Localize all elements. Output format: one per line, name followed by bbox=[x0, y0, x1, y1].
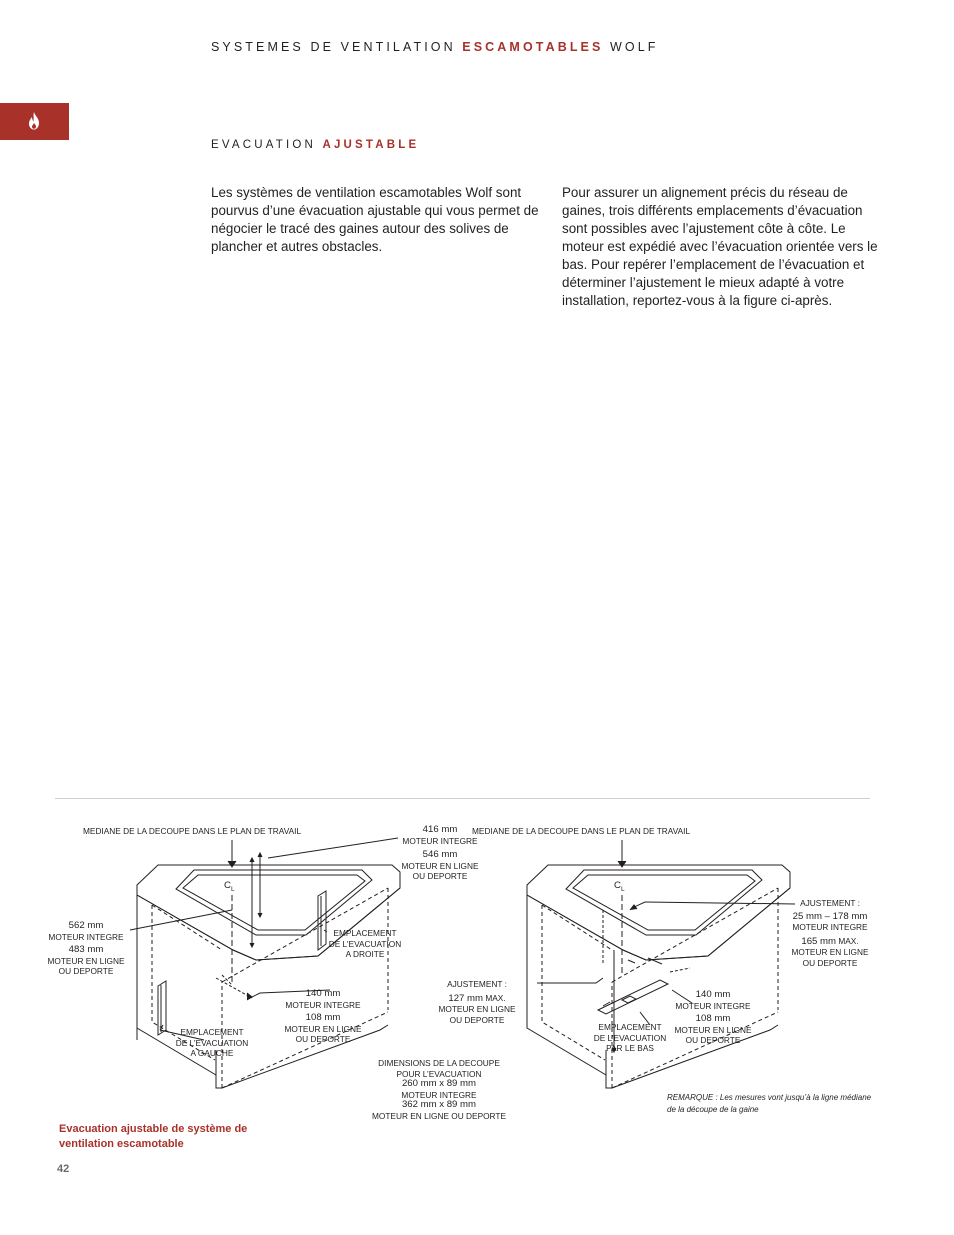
left-exhaust-right-l3: A DROITE bbox=[345, 949, 385, 960]
left-centerline-symbol bbox=[224, 881, 235, 896]
right-adjust-right-l1: MOTEUR INTEGRE bbox=[792, 922, 868, 933]
figure-note bbox=[667, 1092, 887, 1116]
left-cl-c: C bbox=[224, 880, 231, 891]
right-adjust-left-l1b: OU DEPORTE bbox=[449, 1014, 505, 1025]
left-exhaust-right-label bbox=[325, 928, 405, 960]
cutout-dimensions bbox=[368, 1058, 510, 1122]
right-adjust-right-v2-suffix: MAX. bbox=[836, 935, 859, 946]
right-dim-bottom-l2a: MOTEUR EN LIGNE bbox=[674, 1024, 752, 1035]
left-dim-bottom bbox=[280, 989, 366, 1045]
cutout-l3: MOTEUR INTEGRE bbox=[401, 1089, 477, 1100]
right-adjust-left-l1a: MOTEUR EN LIGNE bbox=[438, 1004, 516, 1015]
figure-caption-l1: Evacuation ajustable de système de bbox=[59, 1123, 248, 1135]
cutout-v2: 362 mm x 89 mm bbox=[401, 1099, 477, 1111]
figure-note-l2: de la découpe de la gaine bbox=[667, 1105, 759, 1114]
right-exhaust-bottom-l3: PAR LE BAS bbox=[606, 1043, 654, 1054]
right-adjust-right-v2: 165 mm bbox=[801, 935, 837, 947]
left-dim-top-l1: MOTEUR INTEGRE bbox=[402, 835, 478, 846]
right-adjust-left-title: AJUSTEMENT : bbox=[447, 979, 507, 989]
right-adjust-left bbox=[432, 979, 522, 1025]
section-heading-pre: EVACUATION bbox=[211, 139, 323, 151]
right-adjust-right-l2a: MOTEUR EN LIGNE bbox=[791, 947, 869, 958]
left-dim-bottom-l1: MOTEUR INTEGRE bbox=[285, 999, 361, 1010]
left-dim-side-v1: 562 mm bbox=[68, 920, 104, 931]
right-centerline-symbol bbox=[614, 881, 625, 896]
right-adjust-left-v1: 127 mm bbox=[448, 992, 484, 1004]
cutout-l4: MOTEUR EN LIGNE OU DEPORTE bbox=[372, 1110, 506, 1121]
right-dim-bottom-l1: MOTEUR INTEGRE bbox=[675, 1000, 751, 1011]
right-cl-c: C bbox=[614, 880, 621, 891]
running-header-pre: SYSTEMES DE VENTILATION bbox=[211, 40, 463, 54]
figure-caption bbox=[59, 1122, 299, 1152]
body-paragraph-left: Les systèmes de ventilation escamotables Wolf sont pourvus d’une évacuation ajustable qui vous permet de négocier le tracé des gaines autour des solives de plancher et autres obstacles. bbox=[211, 185, 539, 254]
right-adjust-right-v2-wrap bbox=[784, 936, 876, 948]
right-exhaust-bottom-l1: EMPLACEMENT bbox=[598, 1022, 662, 1032]
right-adjust-right-v1: 25 mm – 178 mm bbox=[792, 910, 868, 922]
left-mediane-label: MEDIANE DE LA DECOUPE DANS LE PLAN DE TRAVAIL bbox=[83, 826, 302, 836]
section-heading-accent: AJUSTABLE bbox=[322, 139, 420, 151]
left-dim-bottom-l2a: MOTEUR EN LIGNE bbox=[284, 1023, 362, 1034]
right-adjust-right-title: AJUSTEMENT : bbox=[800, 898, 860, 908]
right-dim-bottom-l2b: OU DEPORTE bbox=[685, 1035, 741, 1046]
body-paragraph-right: Pour assurer un alignement précis du réseau de gaines, trois différents emplacements d’évacuation sont possibles avec l’ajustement côte à côte. Le moteur est expédié avec l’évacuation orientée vers le bas. Pour repérer l’emplacement de l’évacuation et déterminer l’ajustement le mieux adapté à votre installation, reportez-vous à la figure ci-après. bbox=[562, 185, 878, 308]
page-number: 42 bbox=[57, 1163, 70, 1175]
cutout-l1: DIMENSIONS DE LA DECOUPE bbox=[378, 1058, 500, 1068]
right-dim-bottom-v2: 108 mm bbox=[695, 1013, 731, 1025]
left-dim-side bbox=[42, 921, 130, 977]
left-dim-top-l2b: OU DEPORTE bbox=[412, 871, 468, 882]
right-dim-bottom bbox=[670, 990, 756, 1046]
left-dim-top bbox=[396, 825, 484, 882]
right-exhaust-bottom-label bbox=[590, 1022, 670, 1054]
left-dim-side-v2: 483 mm bbox=[68, 944, 104, 956]
left-exhaust-right-l2: DE L’EVACUATION bbox=[328, 938, 402, 949]
right-adjust-left-v1-suffix: MAX. bbox=[483, 992, 506, 1003]
figure-caption-l2: ventilation escamotable bbox=[59, 1138, 184, 1150]
right-exhaust-bottom-l2: DE L’EVACUATION bbox=[593, 1032, 667, 1043]
right-mediane-label: MEDIANE DE LA DECOUPE DANS LE PLAN DE TRAVAIL bbox=[472, 826, 691, 836]
left-unit-drawing bbox=[130, 838, 400, 1088]
left-exhaust-left-l2: DE L’EVACUATION bbox=[175, 1037, 249, 1048]
cutout-l2: POUR L’EVACUATION bbox=[396, 1068, 482, 1079]
right-adjust-right bbox=[784, 898, 876, 969]
left-dim-top-v1: 416 mm bbox=[422, 824, 458, 835]
left-exhaust-left-label bbox=[172, 1027, 252, 1059]
left-exhaust-right-l1: EMPLACEMENT bbox=[333, 928, 397, 938]
right-cl-l: L bbox=[620, 885, 625, 893]
left-exhaust-left-l1: EMPLACEMENT bbox=[180, 1027, 244, 1037]
right-dim-bottom-v1: 140 mm bbox=[695, 989, 731, 1000]
left-dim-side-l1: MOTEUR INTEGRE bbox=[48, 931, 124, 942]
left-cl-l: L bbox=[230, 885, 235, 893]
left-dim-top-v2: 546 mm bbox=[422, 849, 458, 861]
running-header-post: WOLF bbox=[603, 40, 659, 54]
right-adjust-left-v1-wrap bbox=[432, 993, 522, 1005]
left-dim-bottom-v2: 108 mm bbox=[305, 1012, 341, 1024]
figure-note-l1: REMARQUE : Les mesures vont jusqu’à la ligne médiane bbox=[667, 1093, 872, 1102]
left-dim-bottom-v1: 140 mm bbox=[305, 988, 341, 999]
left-dim-top-l2a: MOTEUR EN LIGNE bbox=[401, 860, 479, 871]
left-exhaust-left-l3: A GAUCHE bbox=[190, 1048, 234, 1059]
left-dim-side-l2b: OU DEPORTE bbox=[58, 966, 114, 977]
left-dim-bottom-l2b: OU DEPORTE bbox=[295, 1034, 351, 1045]
right-adjust-right-l2b: OU DEPORTE bbox=[802, 957, 858, 968]
left-dim-side-l2a: MOTEUR EN LIGNE bbox=[47, 955, 125, 966]
running-header-accent: ESCAMOTABLES bbox=[462, 40, 604, 54]
cutout-v1: 260 mm x 89 mm bbox=[401, 1078, 477, 1090]
